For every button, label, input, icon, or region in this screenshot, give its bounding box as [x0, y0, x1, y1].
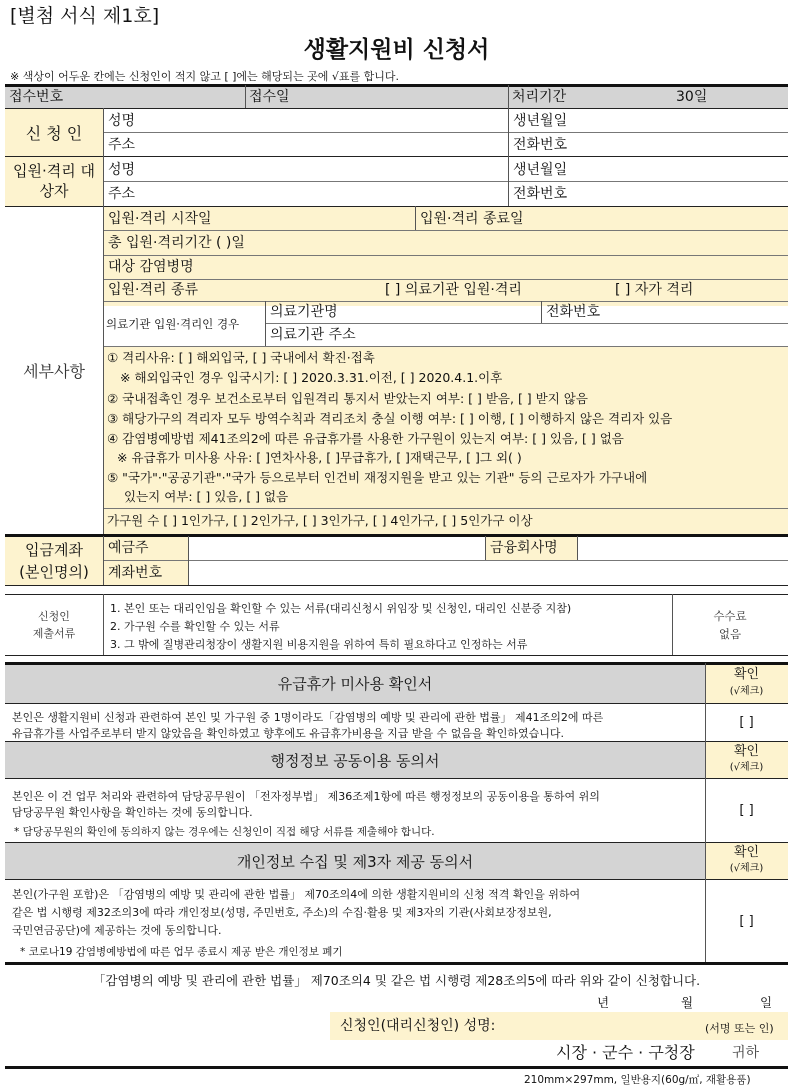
receipt-row	[5, 85, 788, 108]
subject-section-label: 입원·격리 대상자	[13, 162, 95, 200]
privacy-body-2: 같은 법 시행령 제32조의3에 따라 개인정보(성명, 주민번호, 주소)의 수집·활용 및 제3자의 기관(사회보장정보원,	[12, 906, 552, 919]
account-section-label	[5, 536, 103, 585]
household-size: 가구원 수 [ ] 1인가구, [ ] 2인가구, [ ] 3인가구, [ ] 4인가구, [ ] 5인가구 이상	[107, 513, 533, 528]
paid-leave-body-2: 유급휴가를 사업주로부터 받지 않았음을 확인하였고 향후에도 유급휴가비용을 지급 받을 수 없음을 확인하였습니다.	[12, 727, 565, 740]
document-item-2: 2. 가구원 수를 확인할 수 있는 서류	[110, 620, 280, 633]
type-hospital-option[interactable]: [ ] 의료기관 입원·격리	[385, 282, 522, 298]
privacy-note: * 코로나19 감염병예방법에 따른 업무 종료시 제공 받은 개인정보 폐기	[20, 946, 343, 958]
date-month-label: 월	[681, 995, 694, 1010]
account-section-line2: (본인명의)	[19, 562, 89, 581]
subject-name-label: 성명	[108, 162, 136, 178]
privacy-body-1: 본인(가구원 포함)은 「감염병의 예방 및 관리에 관한 법률」 제70조의4에 의한 생활지원비의 신청 적격 확인을 위하여	[12, 888, 581, 901]
processing-period-label: 처리기간	[512, 89, 567, 105]
detail-item-1-note: ※ 해외입국인 경우 입국시기: [ ] 2020.3.31.이전, [ ] 2020.4.1.이후	[120, 370, 503, 385]
privacy-checkbox[interactable]: [ ]	[739, 913, 754, 929]
receipt-number-label: 접수번호	[9, 89, 64, 105]
paid-leave-title: 유급휴가 미사용 확인서	[277, 674, 433, 693]
bank-name-label: 금융회사명	[490, 540, 558, 556]
fee-cell	[672, 594, 788, 655]
recipient: 시장 · 군수 · 구청장	[556, 1043, 695, 1062]
admin-info-title: 행정정보 공동이용 동의서	[270, 751, 440, 770]
fee-label: 수수료	[713, 608, 747, 623]
admin-info-note: * 담당공무원의 확인에 동의하지 않는 경우에는 신청인이 직접 해당 서류를 제출해야 합니다.	[14, 826, 435, 838]
check-label: (√체크)	[729, 686, 764, 697]
detail-item-3: ③ 해당가구의 격리자 모두 방역수칙과 격리조치 충실 이행 여부: [ ] 이행, [ ] 이행하지 않은 격리자 있음	[107, 411, 673, 426]
paid-leave-confirm-header	[705, 663, 788, 703]
date-day-label: 일	[760, 995, 773, 1010]
privacy-body-3: 국민연금공단)에 제공하는 것에 동의합니다.	[12, 924, 222, 937]
hospital-name-label: 의료기관명	[270, 304, 338, 320]
applicant-address-label: 주소	[108, 137, 136, 153]
check-label: (√체크)	[729, 762, 764, 773]
admin-info-body-2: 담당공무원 확인사항을 확인하는 것에 동의합니다.	[12, 806, 253, 819]
subject-birth-label: 생년월일	[513, 162, 568, 178]
account-section-line1: 입금계좌	[25, 540, 83, 559]
paid-leave-body-1: 본인은 생활지원비 신청과 관련하여 본인 및 가구원 중 1명이라도「감염병의 예방 및 관리에 관한 법률」 제41조의2에 따른	[12, 711, 604, 724]
applicant-birth-label: 생년월일	[513, 113, 568, 129]
detail-item-5: ⑤ "국가"·"공공기관"·"국가 등으로부터 인건비 재정지원을 받고 있는 기관" 등의 근로자가 가구내에	[107, 470, 648, 485]
applicant-section-label: 신 청 인	[25, 123, 83, 143]
documents-label-line2: 제출서류	[32, 626, 76, 640]
page-title: 생활지원비 신청서	[303, 37, 490, 63]
detail-item-4-note: ※ 유급휴가 미사용 사유: [ ]연차사용, [ ]무급휴가, [ ]재택근무, [ ]그 외( )	[117, 450, 522, 465]
honorific: 귀하	[732, 1045, 760, 1061]
detail-item-2: ② 국내접촉인 경우 보건소로부터 입원격리 통지서 받았는지 여부: [ ] 받음, [ ] 받지 않음	[107, 391, 588, 406]
detail-item-4: ④ 감염병예방법 제41조의2에 따른 유급휴가를 사용한 가구원이 있는지 여부: [ ] 있음, [ ] 없음	[107, 431, 624, 446]
isolation-type-label: 입원·격리 종류	[108, 282, 199, 298]
confirm-label: 확인	[733, 744, 760, 759]
admin-info-body-1: 본인은 이 건 업무 처리와 관련하여 담당공무원이 「전자정부법」 제36조제1항에 따른 행정정보의 공동이용을 통하여 위의	[12, 790, 600, 803]
disease-name-label: 대상 감염병명	[108, 259, 194, 275]
detail-item-1: ① 격리사유: [ ] 해외입국, [ ] 국내에서 확진·접촉	[107, 350, 375, 365]
detail-item-5-cont: 있는지 여부: [ ] 있음, [ ] 없음	[124, 489, 289, 504]
processing-period-value: 30일	[676, 89, 708, 105]
type-home-option[interactable]: [ ] 자가 격리	[615, 282, 694, 298]
account-holder-label: 예금주	[108, 540, 149, 556]
paid-leave-checkbox[interactable]: [ ]	[739, 715, 754, 730]
hospital-case-label: 의료기관 입원·격리인 경우	[106, 317, 240, 331]
footer-statement: 「감염병의 예방 및 관리에 관한 법률」 제70조의4 및 같은 법 시행령 제28조의5에 따라 위와 같이 신청합니다.	[92, 973, 701, 988]
confirm-label: 확인	[733, 667, 760, 682]
total-period: 총 입원·격리기간 ( )일	[108, 235, 245, 251]
signature-note: (서명 또는 인)	[705, 1022, 774, 1035]
signer-label: 신청인(대리신청인) 성명:	[340, 1018, 496, 1034]
account-number-label: 계좌번호	[108, 565, 163, 581]
hospital-address-label: 의료기관 주소	[270, 327, 356, 343]
start-date-label: 입원·격리 시작일	[108, 211, 212, 227]
details-section-label: 세부사항	[23, 361, 85, 381]
document-item-3: 3. 그 밖에 질병관리청장이 생활지원 비용지원을 위하여 특히 필요하다고 인정하는 서류	[110, 638, 528, 651]
confirm-label: 확인	[733, 845, 760, 860]
privacy-confirm-header	[705, 843, 788, 879]
hospital-phone-label: 전화번호	[546, 304, 601, 320]
instruction-note: ※ 색상이 어두운 칸에는 신청인이 적지 않고 [ ]에는 해당되는 곳에 √표를 합니다.	[10, 70, 400, 83]
receipt-date-label: 접수일	[249, 89, 290, 105]
applicant-name-label: 성명	[108, 113, 136, 129]
admin-info-confirm-header	[705, 742, 788, 778]
subject-address-label: 주소	[108, 186, 136, 202]
check-label: (√체크)	[729, 863, 764, 874]
document-item-1: 1. 본인 또는 대리인임을 확인할 수 있는 서류(대리신청시 위임장 및 신청인, 대리인 신분증 지참)	[110, 602, 572, 615]
subject-phone-label: 전화번호	[513, 186, 568, 202]
end-date-label: 입원·격리 종료일	[420, 211, 524, 227]
date-year-label: 년	[597, 995, 610, 1010]
applicant-phone-label: 전화번호	[513, 137, 568, 153]
paper-spec: 210mm×297mm, 일반용지(60g/㎡, 재활용품)	[524, 1074, 751, 1086]
documents-label	[5, 594, 103, 655]
admin-info-checkbox[interactable]: [ ]	[739, 803, 754, 818]
documents-label-line1: 신청인	[38, 609, 70, 623]
fee-value: 없음	[718, 626, 742, 641]
privacy-title: 개인정보 수집 및 제3자 제공 동의서	[236, 852, 474, 871]
form-tag: [별첨 서식 제1호]	[10, 5, 160, 27]
